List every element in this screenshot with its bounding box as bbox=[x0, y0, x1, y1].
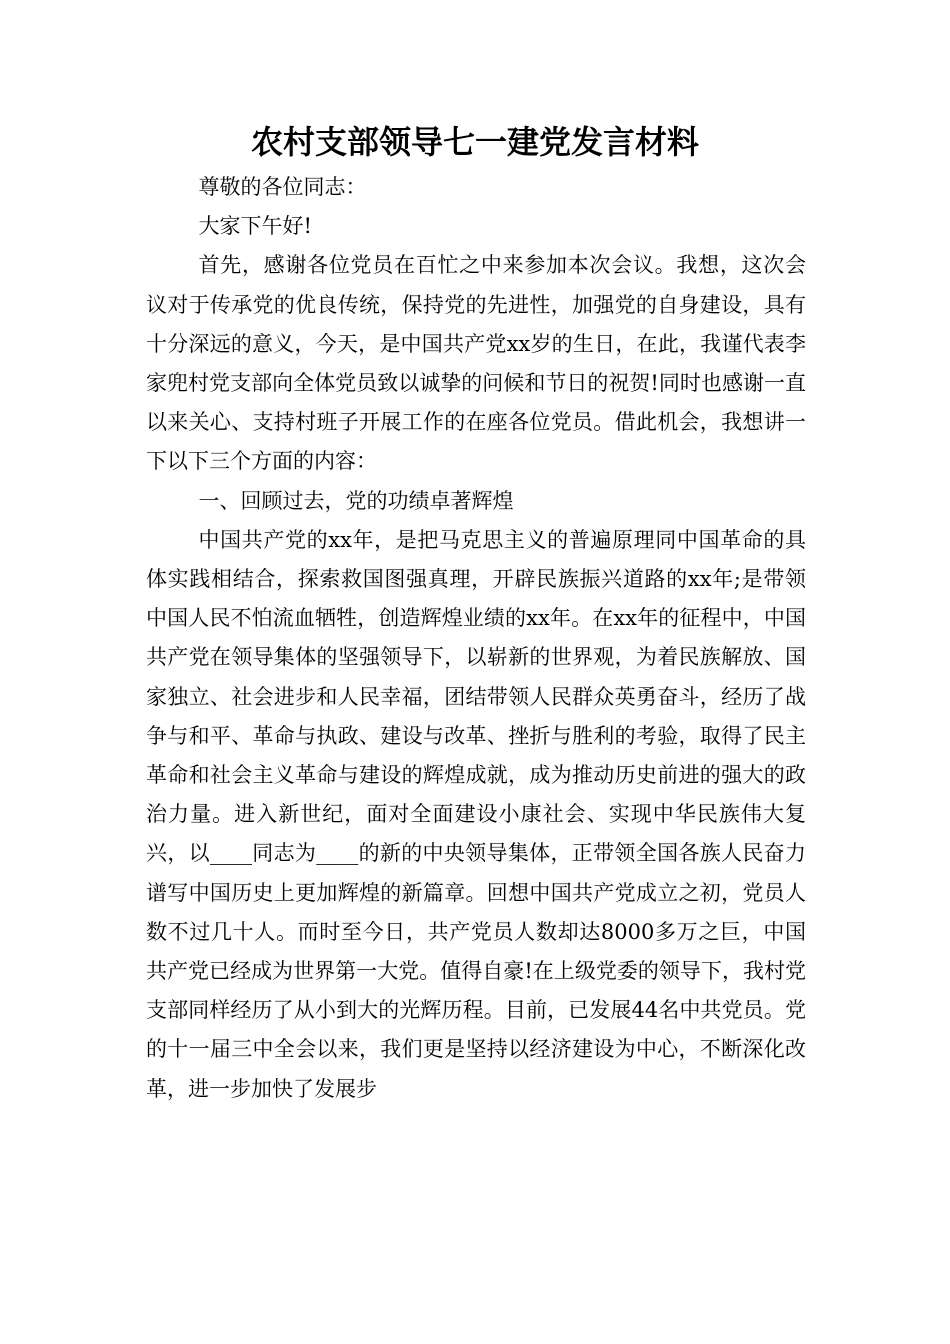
document-title: 农村支部领导七一建党发言材料 bbox=[250, 123, 699, 161]
history-paragraph: 中国共产党的xx年，是把马克思主义的普遍原理同中国革命的具体实践相结合，探索救国图强真理，开辟民族振兴道路的xx年;是带领中国人民不怕流血牺牲，创造辉煌业绩的xx年。在xx年的征程中，中国共产党在领导集体的坚强领导下，以崭新的世界观，为着民族解放、国家独立、社会进步和人民幸福，团结带领人民群众英勇奋斗，经历了战争与和平、革命与执政、建设与改革、挫折与胜利的考验，取得了民主革命和社会主义革命与建设的辉煌成就，成为推动历史前进的强大的政治力量。进入新世纪，面对全面建设小康社会、实现中华民族伟大复兴，以____同志为____的新的中央领导集体，正带领全国各族人民奋力谱写中国历史上更加辉煌的新篇章。回想中国共产党成立之初，党员人数不过几十人。而时至今日，共产党员人数却达8000多万之巨，中国共产党已经成为世界第一大党。值得自豪!在上级党委的领导下，我村党支部同样经历了从小到大的光辉历程。目前，已发展44名中共党员。党的十一届三中全会以来，我们更是坚持以经济建设为中心，不断深化改革，进一步加快了发展步 bbox=[146, 527, 806, 1101]
salutation-paragraph: 尊敬的各位同志： bbox=[198, 175, 367, 199]
greeting-paragraph: 大家下午好! bbox=[198, 214, 312, 239]
section-heading-1: 一、回顾过去，党的功绩卓著辉煌 bbox=[198, 488, 514, 513]
document-body bbox=[146, 168, 806, 1109]
intro-paragraph: 首先，感谢各位党员在百忙之中来参加本次会议。我想，这次会议对于传承党的优良传统，保持党的先进性，加强党的自身建设，具有十分深远的意义，今天，是中国共产党xx岁的生日，在此，我谨代表李家兜村党支部向全体党员致以诚挚的问候和节日的祝贺!同时也感谢一直以来关心、支持村班子开展工作的在座各位党员。借此机会，我想讲一下以下三个方面的内容： bbox=[146, 253, 806, 474]
